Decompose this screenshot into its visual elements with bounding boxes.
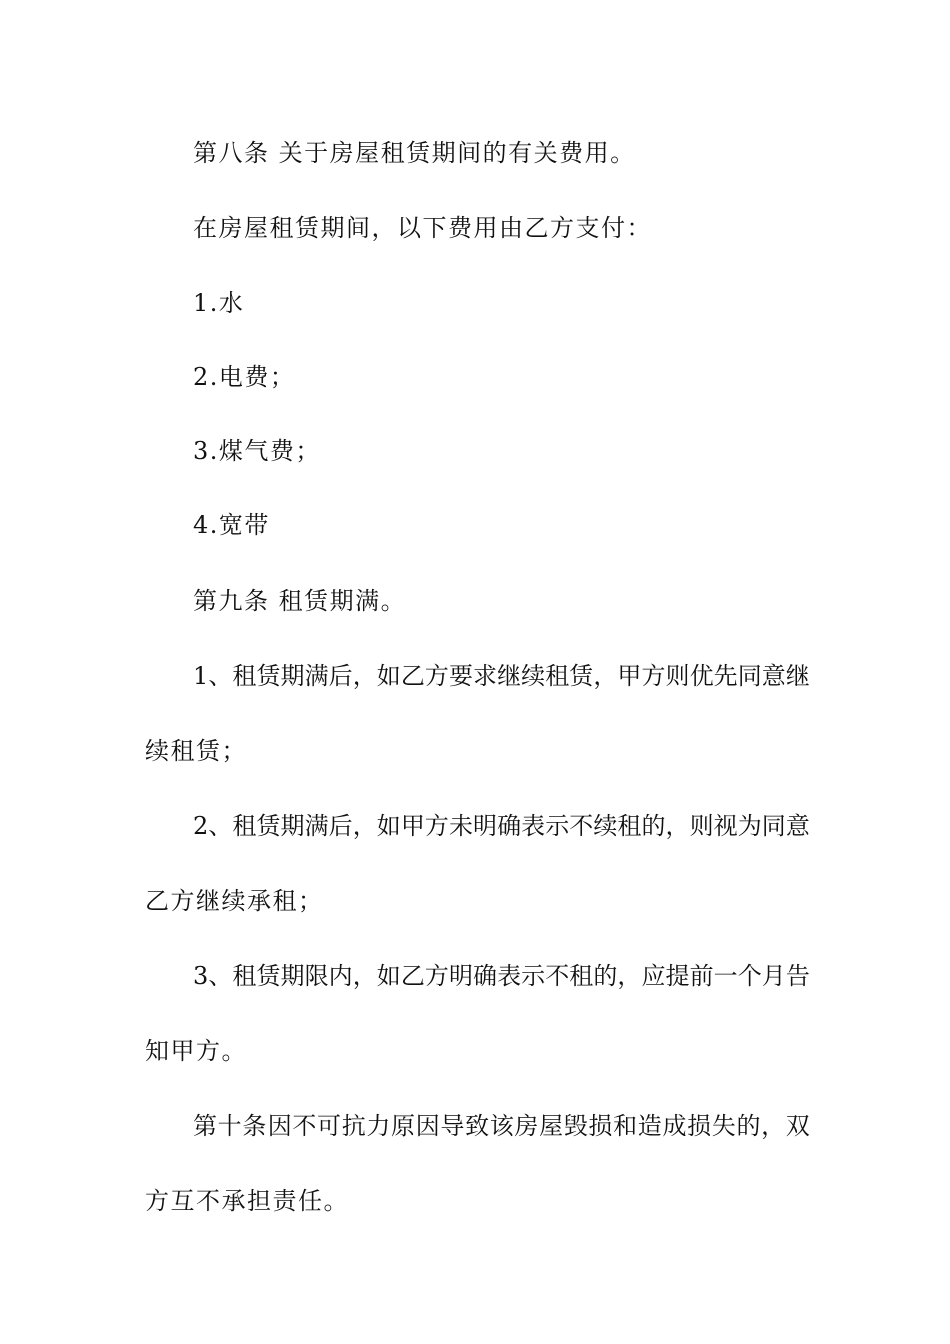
text-char: 该 bbox=[489, 1112, 514, 1140]
text-char: 损 bbox=[588, 1112, 613, 1140]
text-char: 应 bbox=[641, 962, 666, 990]
article-8-heading: 第八条 关于房屋租赁期间的有关费用。 bbox=[193, 139, 636, 167]
text-char: 提 bbox=[665, 962, 690, 990]
text-char: 力 bbox=[366, 1112, 391, 1140]
paragraph-line: 乙方继续承租； bbox=[145, 887, 324, 915]
text-char: 意 bbox=[761, 662, 786, 690]
text-char: ， bbox=[617, 962, 642, 990]
text-char: 甲 bbox=[617, 662, 642, 690]
list-item: 1.水 bbox=[193, 289, 245, 317]
text-char: 确 bbox=[497, 812, 522, 840]
paragraph-line bbox=[193, 811, 810, 841]
text-char: 造 bbox=[637, 1112, 662, 1140]
text-char: 要 bbox=[448, 662, 473, 690]
text-char: 致 bbox=[465, 1112, 490, 1140]
text-char: 满 bbox=[304, 662, 329, 690]
text-char: 前 bbox=[689, 962, 714, 990]
text-char: 赁 bbox=[256, 812, 281, 840]
list-item: 4.宽带 bbox=[193, 511, 270, 539]
text-char: 2 bbox=[193, 812, 209, 840]
text-char: 期 bbox=[280, 962, 305, 990]
text-char: 赁 bbox=[256, 662, 281, 690]
text-char: 则 bbox=[665, 662, 690, 690]
text-char: 租 bbox=[569, 962, 594, 990]
text-char: 方 bbox=[641, 662, 666, 690]
text-char: 毁 bbox=[563, 1112, 588, 1140]
text-char: 的 bbox=[736, 1112, 761, 1140]
text-char: 如 bbox=[376, 662, 401, 690]
text-char: ， bbox=[352, 662, 377, 690]
text-char: 1 bbox=[193, 662, 209, 690]
text-char: 租 bbox=[232, 812, 257, 840]
text-char: 乙 bbox=[400, 662, 425, 690]
text-char: 损 bbox=[687, 1112, 712, 1140]
text-char: 租 bbox=[232, 962, 257, 990]
text-char: 个 bbox=[737, 962, 762, 990]
text-char: 不 bbox=[292, 1112, 317, 1140]
text-char: 方 bbox=[424, 962, 449, 990]
text-char: 求 bbox=[473, 662, 498, 690]
text-char: 同 bbox=[737, 662, 762, 690]
text-char: 租 bbox=[545, 662, 570, 690]
text-char: 导 bbox=[440, 1112, 465, 1140]
text-char: 先 bbox=[713, 662, 738, 690]
list-item: 3.煤气费； bbox=[193, 437, 321, 465]
list-item: 2.电费； bbox=[193, 363, 296, 391]
text-char: 继 bbox=[785, 662, 810, 690]
text-char: 意 bbox=[785, 812, 810, 840]
text-char: 示 bbox=[545, 812, 570, 840]
text-char: 、 bbox=[208, 662, 233, 690]
text-char: 抗 bbox=[341, 1112, 366, 1140]
text-char: 3 bbox=[193, 962, 209, 990]
text-char: 续 bbox=[593, 812, 618, 840]
text-char: 因 bbox=[267, 1112, 292, 1140]
text-char: 赁 bbox=[256, 962, 281, 990]
text-char: 继 bbox=[497, 662, 522, 690]
paragraph-line bbox=[193, 961, 810, 991]
text-char: 表 bbox=[497, 962, 522, 990]
text-char: 表 bbox=[521, 812, 546, 840]
text-char: 方 bbox=[424, 812, 449, 840]
paragraph-line: 方互不承担责任。 bbox=[145, 1187, 349, 1215]
text-char: 租 bbox=[617, 812, 642, 840]
text-char: 续 bbox=[521, 662, 546, 690]
text-char: 成 bbox=[662, 1112, 687, 1140]
text-char: ， bbox=[352, 962, 377, 990]
text-char: 因 bbox=[415, 1112, 440, 1140]
text-char: 甲 bbox=[400, 812, 425, 840]
text-char: 如 bbox=[376, 962, 401, 990]
text-char: 月 bbox=[761, 962, 786, 990]
text-char: 方 bbox=[424, 662, 449, 690]
text-char: ， bbox=[352, 812, 377, 840]
paragraph-line bbox=[193, 661, 810, 691]
paragraph-line: 在房屋租赁期间，以下费用由乙方支付： bbox=[193, 214, 652, 242]
text-char: 和 bbox=[613, 1112, 638, 1140]
text-char: 告 bbox=[785, 962, 810, 990]
text-char: 、 bbox=[208, 812, 233, 840]
text-char: 的 bbox=[641, 812, 666, 840]
text-char: 内 bbox=[328, 962, 353, 990]
text-char: 后 bbox=[328, 662, 353, 690]
text-char: 后 bbox=[328, 812, 353, 840]
text-char: 确 bbox=[473, 962, 498, 990]
text-char: 十 bbox=[217, 1112, 242, 1140]
text-char: 失 bbox=[711, 1112, 736, 1140]
text-char: 满 bbox=[304, 812, 329, 840]
text-char: 的 bbox=[593, 962, 618, 990]
text-char: 明 bbox=[448, 962, 473, 990]
text-char: 明 bbox=[473, 812, 498, 840]
text-char: 限 bbox=[304, 962, 329, 990]
text-char: 同 bbox=[761, 812, 786, 840]
paragraph-line: 续租赁； bbox=[145, 737, 247, 765]
text-char: 期 bbox=[280, 662, 305, 690]
text-char: 不 bbox=[545, 962, 570, 990]
text-char: 房 bbox=[514, 1112, 539, 1140]
paragraph-line: 知甲方。 bbox=[145, 1037, 247, 1065]
text-char: 租 bbox=[232, 662, 257, 690]
text-char: 如 bbox=[376, 812, 401, 840]
text-char: ， bbox=[665, 812, 690, 840]
article-9-heading: 第九条 租赁期满。 bbox=[193, 587, 407, 615]
text-char: 第 bbox=[193, 1112, 217, 1140]
text-char: 屋 bbox=[539, 1112, 564, 1140]
text-char: ， bbox=[761, 1112, 786, 1140]
text-char: 为 bbox=[737, 812, 762, 840]
text-char: 不 bbox=[569, 812, 594, 840]
text-char: 可 bbox=[317, 1112, 342, 1140]
text-char: 赁 bbox=[569, 662, 594, 690]
text-char: 一 bbox=[713, 962, 738, 990]
text-char: 、 bbox=[208, 962, 233, 990]
text-char: ， bbox=[593, 662, 618, 690]
text-char: 双 bbox=[785, 1112, 810, 1140]
text-char: 未 bbox=[448, 812, 473, 840]
text-char: 优 bbox=[689, 662, 714, 690]
text-char: 视 bbox=[713, 812, 738, 840]
text-char: 原 bbox=[391, 1112, 416, 1140]
text-char: 条 bbox=[242, 1112, 267, 1140]
text-char: 示 bbox=[521, 962, 546, 990]
text-char: 则 bbox=[689, 812, 714, 840]
text-char: 乙 bbox=[400, 962, 425, 990]
article-10-heading bbox=[193, 1111, 810, 1141]
text-char: 期 bbox=[280, 812, 305, 840]
